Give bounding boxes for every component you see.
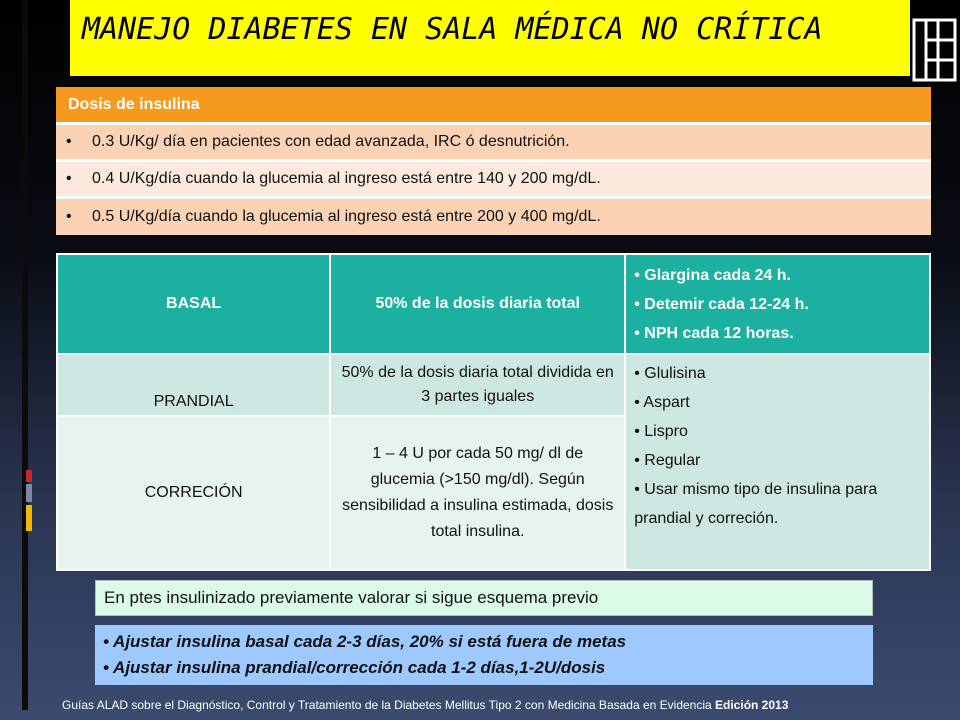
slide-title: MANEJO DIABETES EN SALA MÉDICA NO CRÍTICA bbox=[82, 12, 823, 47]
prandial-type-item: • Regular bbox=[634, 446, 921, 475]
dose-row bbox=[56, 124, 931, 161]
adjust-text: Ajustar insulina prandial/corrección cada 1-2 días,1-2U/dosis bbox=[113, 658, 606, 677]
title-banner bbox=[70, 0, 910, 76]
correction-label: CORRECIÓN bbox=[57, 416, 330, 570]
prandial-type-item: • Lispro bbox=[634, 417, 921, 446]
dose-text: 0.3 U/Kg/ día en pacientes con edad avanzada, IRC ó desnutrición. bbox=[92, 133, 570, 150]
adjust-note bbox=[95, 625, 873, 685]
basal-dose: 50% de la dosis diaria total bbox=[330, 254, 625, 354]
corner-grid-icon bbox=[912, 18, 957, 82]
prandial-type-item: • Usar mismo tipo de insulina para prandial y correción. bbox=[634, 475, 921, 533]
dose-text: 0.5 U/Kg/día cuando la glucemia al ingreso está entre 200 y 400 mg/dL. bbox=[92, 207, 601, 225]
dose-header: Dosis de insulina bbox=[56, 87, 931, 124]
basal-type-item: • Detemir cada 12-24 h. bbox=[634, 290, 921, 319]
adjust-item: • Ajustar insulina prandial/corrección cada 1-2 días,1-2U/dosis bbox=[103, 658, 606, 677]
basal-types bbox=[625, 254, 930, 354]
prandial-type-item: • Glulisina bbox=[634, 359, 921, 388]
prandial-dose: 50% de la dosis diaria total dividida en 3 partes iguales bbox=[330, 354, 625, 416]
side-stripes bbox=[22, 0, 40, 720]
footer-text: Guías ALAD sobre el Diagnóstico, Control y Tratamiento de la Diabetes Mellitus Tipo 2 con Medicina Basada en Evidencia bbox=[62, 698, 716, 712]
prandial-label: PRANDIAL bbox=[57, 354, 330, 416]
dose-text: 0.4 U/Kg/día cuando la glucemia al ingreso está entre 140 y 200 mg/dL. bbox=[92, 170, 601, 187]
correction-dose: 1 – 4 U por cada 50 mg/ dl de glucemia (>150 mg/dl). Según sensibilidad a insulina estimada, dosis total insulina. bbox=[330, 416, 625, 570]
adjust-text: Ajustar insulina basal cada 2-3 días, 20% si está fuera de metas bbox=[113, 632, 627, 651]
prandial-row bbox=[57, 354, 930, 416]
dose-row bbox=[56, 161, 931, 198]
insulin-table bbox=[56, 253, 931, 571]
previous-scheme-note: En ptes insulinizado previamente valorar si sigue esquema previo bbox=[95, 580, 873, 616]
bullet-icon: • bbox=[66, 207, 72, 225]
footer-citation bbox=[62, 698, 952, 712]
footer-edition: Edición 2013 bbox=[715, 698, 789, 712]
basal-type-item: • NPH cada 12 horas. bbox=[634, 319, 921, 348]
dose-row bbox=[56, 198, 931, 235]
adjust-item: • Ajustar insulina basal cada 2-3 días, 20% si está fuera de metas bbox=[103, 632, 627, 651]
prandial-type-item: • Aspart bbox=[634, 388, 921, 417]
basal-label: BASAL bbox=[57, 254, 330, 354]
bullet-icon: • bbox=[66, 133, 72, 150]
prandial-types bbox=[625, 354, 930, 570]
basal-row bbox=[57, 254, 930, 354]
basal-type-item: • Glargina cada 24 h. bbox=[634, 261, 921, 290]
dose-table bbox=[56, 87, 931, 235]
bullet-icon: • bbox=[66, 170, 72, 187]
